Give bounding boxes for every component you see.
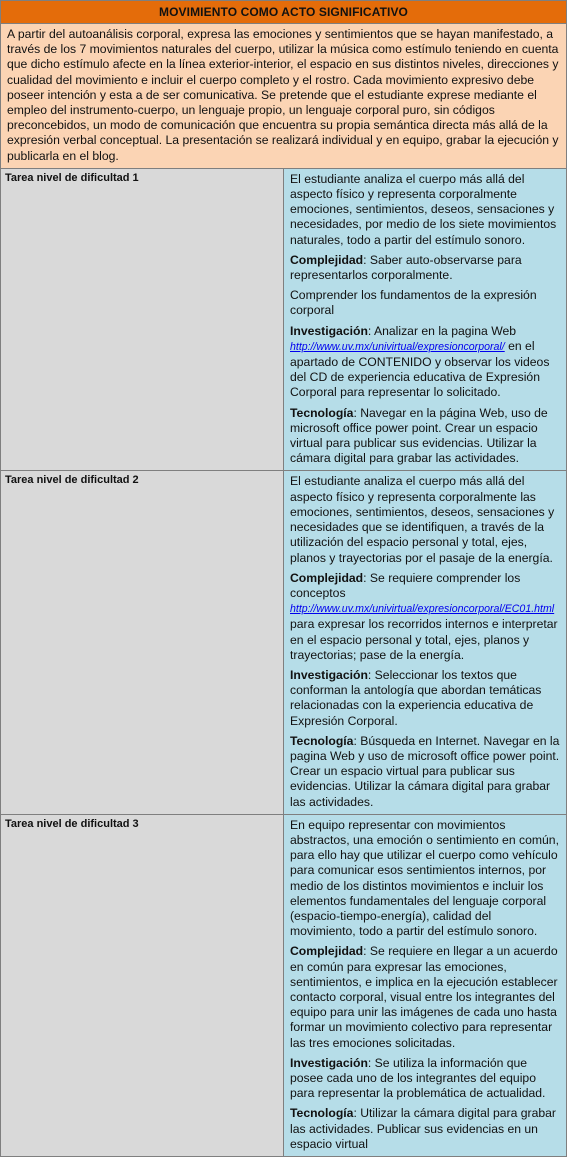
investigacion-label: Investigación <box>290 667 368 682</box>
tecnologia-text: Tecnología: Búsqueda en Internet. Navegar en la pagina Web y uso de microsoft office power point. Crear un espacio virtual para publicar sus evidencias. Utilizar la cámara digital para grabar las actividades. <box>290 733 560 809</box>
complejidad-label: Complejidad <box>290 252 364 267</box>
investigacion-text: Investigación: Analizar en la pagina Web http://www.uv.mx/univirtual/expresioncorporal/ en el apartado de CONTENIDO y observar los videos del CD de experiencia educativa de Expresión Corporal para representar lo solicitado. <box>290 323 550 400</box>
tecnologia-label: Tecnología <box>290 405 354 420</box>
task-row-3 <box>1 814 567 1156</box>
complejidad-text: Complejidad: Se requiere comprender los conceptos http://www.uv.mx/univirtual/expresioncorporal/EC01.html para expresar los recorridos internos e interpretar en el espacio personal y total, ejes, planos y trayectorias; pase de la energía. <box>290 570 558 662</box>
investigacion-label: Investigación <box>290 323 368 338</box>
task-body <box>284 471 567 814</box>
table-title: MOVIMIENTO COMO ACTO SIGNIFICATIVO <box>1 1 567 24</box>
task-body <box>284 814 567 1156</box>
investigacion-label: Investigación <box>290 1055 368 1070</box>
ec01-link[interactable]: http://www.uv.mx/univirtual/expresioncorporal/EC01.html <box>290 603 555 616</box>
task-body <box>284 168 567 471</box>
task-label: Tarea nivel de dificultad 2 <box>1 471 284 814</box>
complejidad-text: Complejidad: Saber auto-observarse para representarlos corporalmente. <box>290 252 522 283</box>
task-description: El estudiante analiza el cuerpo más allá del aspecto físico y representa corporalmente las emociones, sentimientos, deseos, sensaciones y necesidades que se identifiquen, a través de la utilización del espacio personal y total, ejes, planos y trayectorias por el pasaje de la energía. <box>290 474 555 565</box>
complejidad-label: Complejidad <box>290 944 364 959</box>
tecnologia-label: Tecnología <box>290 733 354 748</box>
task-label: Tarea nivel de dificultad 1 <box>1 168 284 471</box>
task-label: Tarea nivel de dificultad 3 <box>1 814 284 1156</box>
extra-text: Comprender los fundamentos de la expresión corporal <box>290 288 537 318</box>
expresion-corporal-link[interactable]: http://www.uv.mx/univirtual/expresioncorporal/ <box>290 340 505 353</box>
task-description: El estudiante analiza el cuerpo más allá del aspecto físico y representa corporalmente emociones, sentimientos, deseos, sensaciones y necesidades, por medio de los siete movimientos naturales, todo a partir del estímulo sonoro. <box>290 171 557 247</box>
complejidad-label: Complejidad <box>290 570 364 585</box>
task-row-1 <box>1 168 567 471</box>
tecnologia-label: Tecnología <box>290 1106 354 1121</box>
tecnologia-text: Tecnología: Navegar en la página Web, uso de microsoft office power point. Crear un espacio virtual para publicar sus evidencias. Utilizar la cámara digital para grabar las actividades. <box>290 405 548 466</box>
intro-paragraph: A partir del autoanálisis corporal, expresa las emociones y sentimientos que se hayan manifestado, a través de los 7 movimientos naturales del cuerpo, utilizar la música como estímulo teniendo en cuenta que dicho estímulo afecte en la línea exterior-interior, el espacio en sus distintos niveles, direcciones y cualidad del movimiento e incluir el cuerpo completo y el rostro. Cada movimiento expresivo debe poseer intención y esta a de ser comunicativa. Se pretende que el estudiante exprese mediante el empleo del instrumento-cuerpo, un lenguaje propio, un lenguaje corporal puro, sin códigos preconcebidos, un modo de comunicación que encuentra su propia semántica directa más allá de la expresión verbal conceptual. La presentación se realizará individual y en equipo, grabar la ejecución y publicarla en el blog. <box>1 24 567 169</box>
task-description: En equipo representar con movimientos abstractos, una emoción o sentimiento en común, para ello hay que utilizar el cuerpo como vehículo para comunicar esos sentimientos internos, por medio de los distintos movimientos e incluir los elementos fundamentales del lenguaje corporal (espacio-tiempo-energía), calidad del movimiento, todo a partir del estímulo sonoro. <box>290 817 559 939</box>
complejidad-text: Complejidad: Se requiere en llegar a un acuerdo en común para expresar las emociones, sentimientos, e implica en la ejecución establecer contacto corporal, visual entre los integrantes del equipo para unir las imágenes de cada uno hasta formar un movimiento colectivo para representar las tres emociones solicitadas. <box>290 944 558 1050</box>
task-row-2 <box>1 471 567 814</box>
tecnologia-text: Tecnología: Utilizar la cámara digital para grabar las actividades. Publicar sus evidencias en un espacio virtual <box>290 1106 556 1151</box>
investigacion-text: Investigación: Seleccionar los textos que conforman la antología que abordan temáticas relacionadas con la experiencia educativa de Expresión Corporal. <box>290 667 542 728</box>
investigacion-text: Investigación: Se utiliza la información que posee cada uno de los integrantes del equipo para representar la problemática de actualidad. <box>290 1055 546 1101</box>
